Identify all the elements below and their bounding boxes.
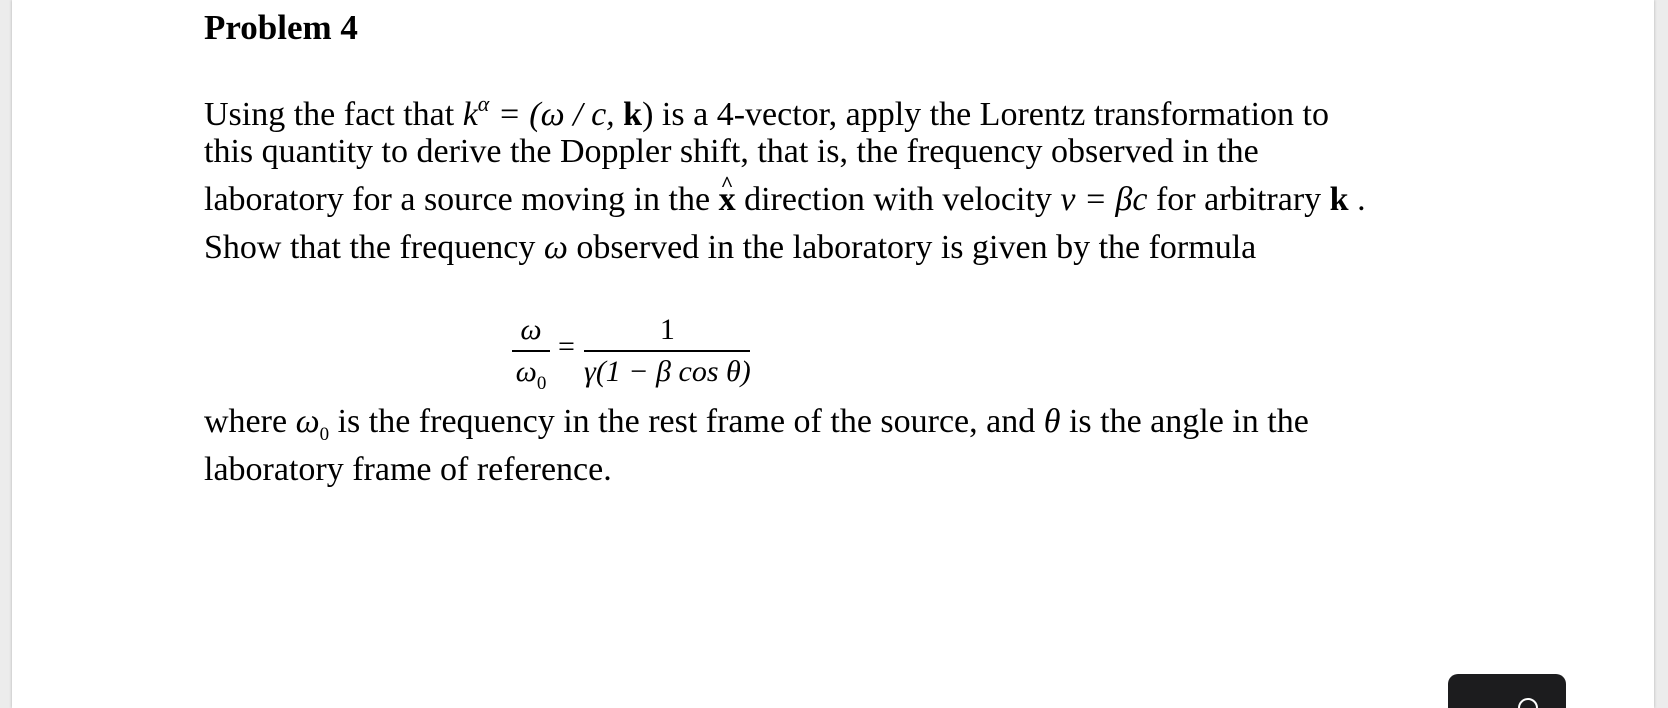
lhs-denominator — [516, 354, 547, 402]
rhs-fraction — [584, 312, 751, 390]
lhs-fraction — [512, 312, 550, 402]
statement-text: is a 4-vector, apply the Lorentz transformation to — [653, 96, 1330, 133]
definitions-paragraph — [204, 398, 1309, 494]
document-page — [12, 0, 1654, 708]
rhs-numerator: 1 — [659, 313, 675, 346]
statement-text: Using the fact that — [204, 96, 463, 133]
omega0-symbol: ω — [295, 403, 320, 440]
k-symbol: k — [462, 96, 478, 133]
statement-text: observed in the laboratory is given by the formula — [567, 229, 1257, 266]
omega-symbol: ω — [543, 229, 568, 266]
definitions-line-2: laboratory frame of reference. — [204, 451, 612, 488]
k-bold-vector: k — [1329, 181, 1349, 218]
fraction-bar — [512, 350, 550, 352]
alpha-superscript: α — [477, 91, 490, 116]
rhs-denominator: γ(1 − β cos θ) — [584, 354, 751, 388]
omega-symbol: ω — [515, 354, 537, 388]
x-hat-unit-vector: ^ x — [719, 176, 736, 224]
subscript-zero: 0 — [536, 372, 547, 394]
k-bold-vector: k — [623, 96, 643, 133]
statement-text: laboratory for a source moving in the — [204, 181, 719, 218]
info-icon — [1518, 698, 1538, 708]
statement-line-3 — [204, 176, 1366, 224]
statement-text: Show that the frequency — [204, 229, 544, 266]
equals-sign: = — [558, 330, 575, 363]
problem-statement — [204, 80, 1366, 272]
statement-text: direction with velocity — [735, 181, 1061, 218]
theta-symbol: θ — [1043, 403, 1061, 440]
problem-title: Problem 4 — [204, 8, 358, 47]
statement-line-4 — [204, 224, 1366, 272]
subscript-zero: 0 — [319, 424, 330, 445]
floating-action-button[interactable] — [1448, 674, 1566, 708]
close-paren: ) — [642, 96, 654, 133]
definitions-text: where — [204, 403, 296, 440]
definitions-line-1 — [204, 398, 1309, 446]
lhs-numerator: ω — [520, 313, 542, 346]
velocity-expression: v = βc — [1060, 181, 1148, 218]
statement-line-2: this quantity to derive the Doppler shift, that is, the frequency observed in the — [204, 133, 1259, 170]
definitions-text: is the frequency in the rest frame of the source, and — [329, 403, 1044, 440]
definitions-text: is the angle in the — [1060, 403, 1309, 440]
four-vector-expression: = (ω / c, — [489, 96, 624, 133]
fraction-bar — [584, 350, 750, 352]
statement-text: for arbitrary — [1147, 181, 1330, 218]
statement-text: . — [1348, 181, 1366, 218]
